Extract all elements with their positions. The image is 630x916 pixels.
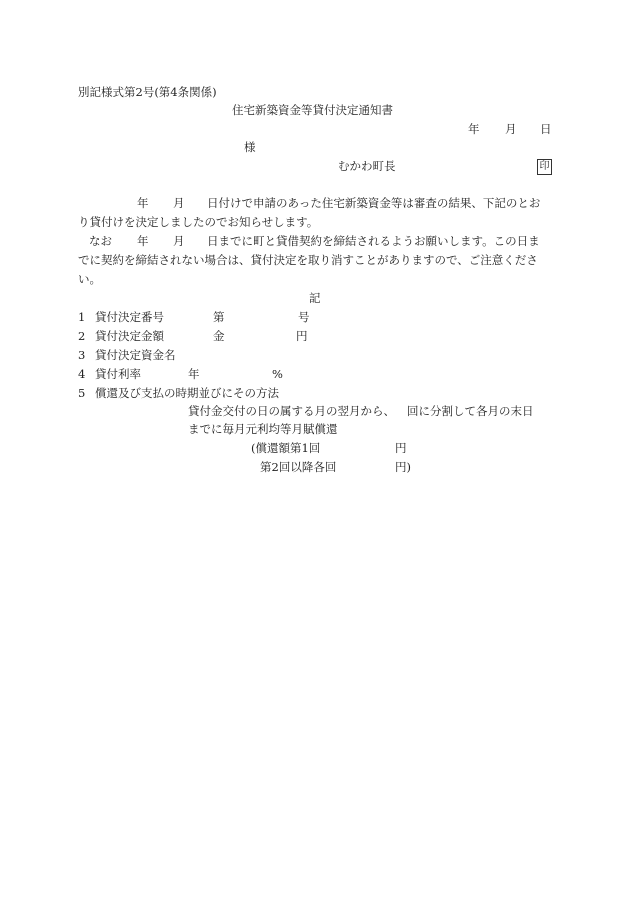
form-label: 別記様式第2号(第4条関係)	[78, 85, 217, 99]
body-line-3-start: なお	[89, 234, 112, 248]
addressee-suffix: 様	[244, 140, 256, 154]
item-number: 3	[78, 348, 86, 362]
repayment-rest-unit: 円)	[395, 460, 411, 474]
ki-heading: 記	[309, 291, 321, 305]
item-label: 貸付決定番号	[95, 310, 164, 324]
item-label: 貸付決定資金名	[95, 348, 176, 362]
date-year: 年	[468, 122, 480, 136]
body-line-5: い。	[78, 272, 101, 286]
body-month: 月	[173, 196, 185, 210]
date-day: 日	[540, 122, 552, 136]
item-label: 貸付決定金額	[95, 329, 164, 343]
item-label: 貸付利率	[95, 367, 141, 381]
item-suffix: %	[272, 367, 283, 381]
date-month: 月	[505, 122, 517, 136]
body-line-3-year: 年	[137, 234, 149, 248]
item-number: 4	[78, 367, 86, 381]
item-prefix: 金	[213, 329, 225, 343]
repayment-line-1-end: 回に分割して各月の末日	[407, 404, 534, 418]
item-prefix: 年	[188, 367, 200, 381]
item-number: 2	[78, 329, 86, 343]
repayment-rest-label: 第2回以降各回	[260, 460, 337, 474]
body-line-4: でに契約を締結されない場合は、貸付決定を取り消すことがありますので、ご注意くださ	[78, 253, 538, 267]
repayment-first-label: (償還額第1回	[251, 441, 321, 455]
body-line-1: 日付けで申請のあった住宅新築資金等は審査の結果、下記のとお	[207, 196, 541, 210]
body-line-3: 日までに町と貸借契約を締結されるようお願いします。この日ま	[207, 234, 540, 248]
sender-name: むかわ町長	[338, 159, 396, 173]
body-line-2: り貸付けを決定しましたのでお知らせします。	[78, 215, 319, 229]
item-suffix: 号	[298, 310, 310, 324]
repayment-first-unit: 円	[395, 441, 407, 455]
body-line-3-month: 月	[173, 234, 185, 248]
item-suffix: 円	[296, 329, 308, 343]
item-label: 償還及び支払の時期並びにその方法	[95, 386, 279, 400]
item-prefix: 第	[213, 310, 225, 324]
seal-mark: 印	[537, 159, 552, 175]
item-number: 5	[78, 386, 86, 400]
document-title: 住宅新築資金等貸付決定通知書	[232, 103, 393, 117]
item-number: 1	[78, 310, 86, 324]
repayment-line-1: 貸付金交付の日の属する月の翌月から、	[188, 404, 395, 418]
body-year: 年	[137, 196, 149, 210]
repayment-line-2: までに毎月元利均等月賦償還	[188, 422, 338, 436]
